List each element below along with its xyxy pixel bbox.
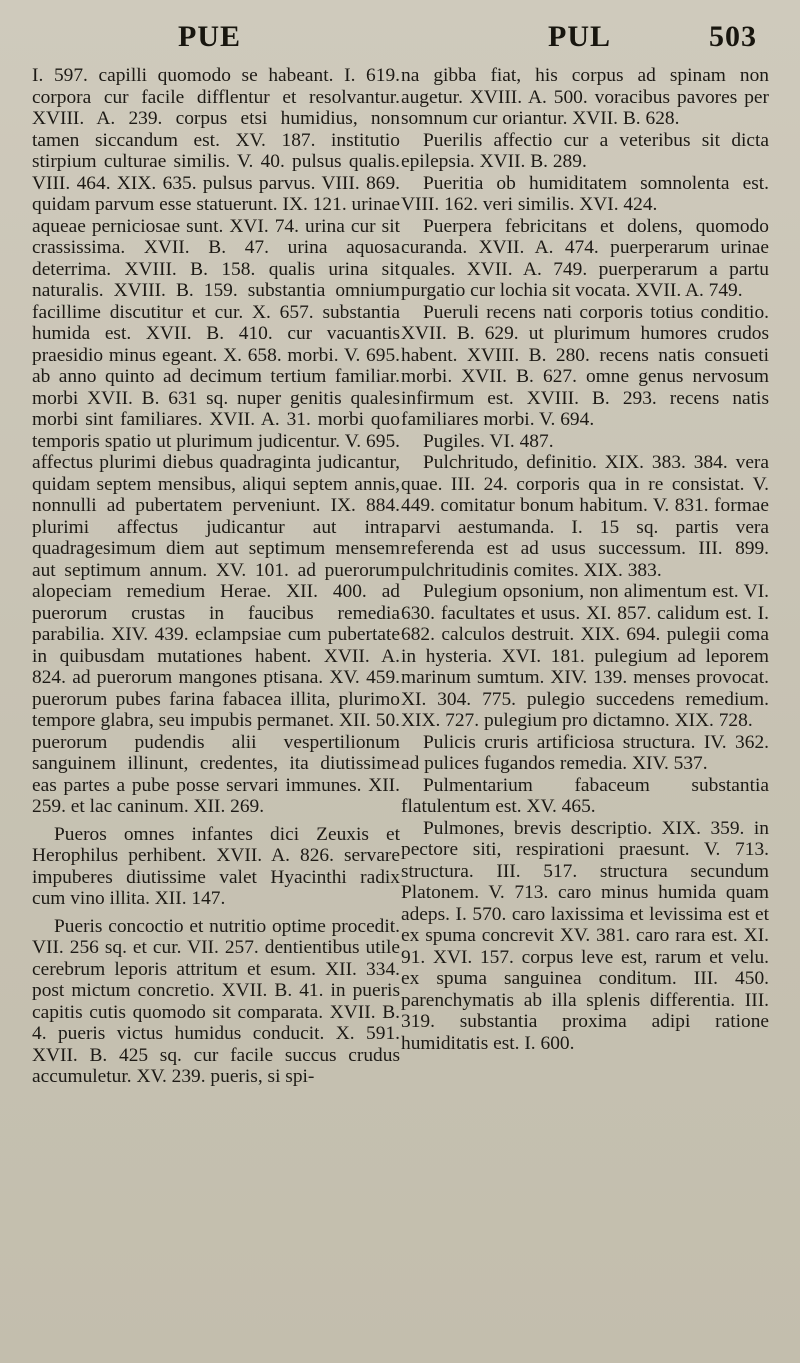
index-entry: Pulicis cruris artificiosa structura. IV. 362. ad pulices fugandos remedia. XIV. 537.	[401, 731, 769, 774]
index-entry: Pueruli recens nati corporis totius conditio. XVII. B. 629. ut plurimum humores crudos habent. XVIII. B. 280. recens natis consueti morbi. XVII. B. 627. omne genus nervosum infirmum est. XVIII. B. 293. recens natis familiares morbi. V. 694.	[401, 301, 769, 430]
index-entry: Pulmones, brevis descriptio. XIX. 359. in pectore siti, respirationi praesunt. V. 713. structura. III. 517. structura secundum Platonem. V. 713. caro minus humida quam adeps. I. 570. caro laxissima et levissima est et ex spuma concrevit XV. 381. caro rara est. XI. 91. XVI. 157. corpus leve est, rarum et velu. ex spuma sanguinea conditum. III. 450. parenchymatis ab illa splenis differentia. III. 319. substantia proxima adipi ratione humiditatis est. I. 600.	[401, 817, 769, 1054]
index-entry: na gibba fiat, his corpus ad spinam non augetur. XVIII. A. 500. voracibus pavores per somnum cur oriantur. XVII. B. 628.	[401, 65, 769, 129]
page-number: 503	[709, 20, 757, 53]
left-column	[32, 65, 400, 1345]
index-entry: Pueris concoctio et nutritio optime procedit. VII. 256 sq. et cur. VII. 257. dentientibus utile cerebrum leporis attritum et esum. XII. 334. post mictum concretio. XVII. B. 41. in pueris capitis cutis quomodo sit comparata. XVII. B. 4. pueris victus humidus conducit. X. 591. XVII. B. 425 sq. cur facile succus crudus accumuletur. XV. 239. pueris, si spi-	[32, 915, 400, 1087]
index-entry: Puerpera febricitans et dolens, quomodo curanda. XVII. A. 474. puerperarum urinae quales. XVII. A. 749. puerperarum a partu purgatio cur lochia sit vocata. XVII. A. 749.	[401, 215, 769, 301]
running-head-right: PUL	[548, 20, 611, 53]
running-head-left: PUE	[178, 20, 241, 53]
index-entry: Pueros omnes infantes dici Zeuxis et Herophilus perhibent. XVII. A. 826. servare impuberes diutissime valet Hyacinthi radix cum vino illita. XII. 147.	[32, 823, 400, 909]
right-column	[401, 65, 769, 1345]
index-entry: Puerilis affectio cur a veteribus sit dicta epilepsia. XVII. B. 289.	[401, 129, 769, 172]
index-entry: Pueritia ob humiditatem somnolenta est. VIII. 162. veri similis. XVI. 424.	[401, 172, 769, 215]
index-entry: Pulegium opsonium, non alimentum est. VI. 630. facultates et usus. XI. 857. calidum est. I. 682. calculos destruit. XIX. 694. pulegii coma in hysteria. XVI. 181. pulegium ad leporem marinum sumtum. XIV. 139. menses provocat. XI. 304. 775. pulegio succedens remedium. XIX. 727. pulegium pro dictamno. XIX. 728.	[401, 581, 769, 731]
index-entry: Pugiles. VI. 487.	[423, 430, 554, 452]
index-entry: I. 597. capilli quomodo se habeant. I. 619. corpora cur facile difflentur et resolvantur. XVIII. A. 239. corpus etsi humidius, non tamen siccandum est. XV. 187. institutio stirpium culturae similis. V. 40. pulsus qualis. VIII. 464. XIX. 635. pulsus parvus. VIII. 869. quidam parvum esse statuerunt. IX. 121. urinae aqueae perniciosae sunt. XVI. 74. urina cur sit crassissima. XVII. B. 47. urina aquosa deterrima. XVIII. B. 158. qualis urina sit naturalis. XVIII. B. 159. substantia omnium facillime discutitur et cur. X. 657. substantia humida est. XVII. B. 410. cur vacuantis praesidio minus egeant. X. 658. morbi. V. 695. ab anno quinto ad decimum tertium familiar. morbi XVII. B. 631 sq. nuper genitis quales morbi sint familiares. XVII. A. 31. morbi quo temporis spatio ut plurimum judicentur. V. 695. affectus plurimi diebus quadraginta judicantur, quidam septem mensibus, aliqui septem annis, nonnulli ad pubertatem perveniunt. IX. 884. plurimi affectus judicantur aut intra quadragesimum diem aut septimum mensem aut septimum annum. XV. 101. ad puerorum alopeciam remedium Herae. XII. 400. ad puerorum crustas in faucibus remedia parabilia. XIV. 439. eclampsiae cum pubertate in quibusdam mutationes habent. XVII. A. 824. ad puerorum mangones ptisana. XV. 459. puerorum pubes farina fabacea illita, plurimo tempore glabra, seu impubis permanet. XII. 50. puerorum pudendis alii vespertilionum sanguinem illinunt, credentes, ita diutissime eas partes a pube posse servari immunes. XII. 259. et lac caninum. XII. 269.	[32, 65, 400, 817]
index-entry: Pulchritudo, definitio. XIX. 383. 384. vera quae. III. 24. corporis qua in re consistat. V. 449. comitatur bonum habitum. V. 831. formae parvi aestumanda. I. 15 sq. partis vera referenda est ad usus successum. III. 899. pulchritudinis comites. XIX. 383.	[401, 452, 769, 581]
index-entry: Pulmentarium fabaceum substantia flatulentum est. XV. 465.	[401, 774, 769, 817]
